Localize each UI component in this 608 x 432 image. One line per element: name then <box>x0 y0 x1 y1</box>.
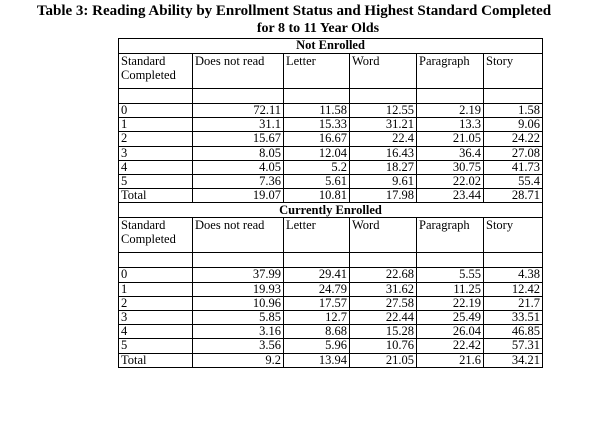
value-cell: 5.2 <box>284 160 350 174</box>
value-cell: 21.05 <box>417 132 484 146</box>
spacer-cell <box>484 253 543 268</box>
row-label: 4 <box>119 325 193 339</box>
value-cell: 13.3 <box>417 118 484 132</box>
value-cell: 17.57 <box>284 296 350 310</box>
value-cell: 5.96 <box>284 339 350 353</box>
table-row <box>119 353 543 367</box>
reading-ability-table <box>118 38 543 368</box>
value-cell: 41.73 <box>484 160 543 174</box>
value-cell: 5.85 <box>193 311 284 325</box>
value-cell: 5.61 <box>284 175 350 189</box>
value-cell: 12.04 <box>284 146 350 160</box>
value-cell: 26.04 <box>417 325 484 339</box>
value-cell: 12.55 <box>350 104 417 118</box>
value-cell: 15.28 <box>350 325 417 339</box>
column-header-does-not-read: Does not read <box>193 218 284 253</box>
value-cell: 16.67 <box>284 132 350 146</box>
value-cell: 22.68 <box>350 268 417 282</box>
row-label: 3 <box>119 311 193 325</box>
value-cell: 31.1 <box>193 118 284 132</box>
spacer-row <box>119 89 543 104</box>
value-cell: 11.25 <box>417 282 484 296</box>
spacer-cell <box>284 253 350 268</box>
value-cell: 23.44 <box>417 189 484 203</box>
row-label: 2 <box>119 132 193 146</box>
value-cell: 16.43 <box>350 146 417 160</box>
value-cell: 28.71 <box>484 189 543 203</box>
row-label: 1 <box>119 118 193 132</box>
value-cell: 24.79 <box>284 282 350 296</box>
value-cell: 46.85 <box>484 325 543 339</box>
section-title: Currently Enrolled <box>119 203 543 218</box>
value-cell: 9.2 <box>193 353 284 367</box>
value-cell: 12.7 <box>284 311 350 325</box>
table-row <box>119 118 543 132</box>
spacer-cell <box>119 253 193 268</box>
value-cell: 8.68 <box>284 325 350 339</box>
table-subtitle: for 8 to 11 Year Olds <box>256 21 380 36</box>
value-cell: 4.05 <box>193 160 284 174</box>
value-cell: 21.05 <box>350 353 417 367</box>
value-cell: 10.81 <box>284 189 350 203</box>
value-cell: 5.55 <box>417 268 484 282</box>
section-title: Not Enrolled <box>119 39 543 54</box>
value-cell: 33.51 <box>484 311 543 325</box>
value-cell: 15.33 <box>284 118 350 132</box>
value-cell: 4.38 <box>484 268 543 282</box>
value-cell: 27.08 <box>484 146 543 160</box>
spacer-cell <box>119 89 193 104</box>
spacer-cell <box>484 89 543 104</box>
column-header-story: Story <box>484 54 543 89</box>
row-label: Total <box>119 353 193 367</box>
table-title: Table 3: Reading Ability by Enrollment Status and Highest Standard Completed <box>36 3 552 19</box>
row-label: 0 <box>119 104 193 118</box>
row-label: 2 <box>119 296 193 310</box>
value-cell: 22.4 <box>350 132 417 146</box>
value-cell: 37.99 <box>193 268 284 282</box>
value-cell: 1.58 <box>484 104 543 118</box>
spacer-cell <box>350 89 417 104</box>
value-cell: 25.49 <box>417 311 484 325</box>
value-cell: 13.94 <box>284 353 350 367</box>
column-header-paragraph: Paragraph <box>417 218 484 253</box>
value-cell: 24.22 <box>484 132 543 146</box>
value-cell: 36.4 <box>417 146 484 160</box>
column-header-story: Story <box>484 218 543 253</box>
value-cell: 29.41 <box>284 268 350 282</box>
table-row <box>119 268 543 282</box>
table-row <box>119 325 543 339</box>
spacer-cell <box>193 253 284 268</box>
row-label: 4 <box>119 160 193 174</box>
value-cell: 18.27 <box>350 160 417 174</box>
table-row <box>119 175 543 189</box>
table-row <box>119 146 543 160</box>
column-header-row <box>119 218 543 253</box>
section-title-row <box>119 203 543 218</box>
column-header-does-not-read: Does not read <box>193 54 284 89</box>
column-header-paragraph: Paragraph <box>417 54 484 89</box>
column-header-word: Word <box>350 54 417 89</box>
value-cell: 10.96 <box>193 296 284 310</box>
section-title-row <box>119 39 543 54</box>
value-cell: 12.42 <box>484 282 543 296</box>
spacer-cell <box>417 253 484 268</box>
row-label: 5 <box>119 175 193 189</box>
value-cell: 21.6 <box>417 353 484 367</box>
value-cell: 55.4 <box>484 175 543 189</box>
table-row <box>119 282 543 296</box>
value-cell: 15.67 <box>193 132 284 146</box>
value-cell: 22.44 <box>350 311 417 325</box>
table-row <box>119 189 543 203</box>
value-cell: 3.56 <box>193 339 284 353</box>
value-cell: 22.19 <box>417 296 484 310</box>
table-row <box>119 132 543 146</box>
value-cell: 3.16 <box>193 325 284 339</box>
column-header-row <box>119 54 543 89</box>
value-cell: 10.76 <box>350 339 417 353</box>
value-cell: 9.06 <box>484 118 543 132</box>
value-cell: 19.07 <box>193 189 284 203</box>
value-cell: 7.36 <box>193 175 284 189</box>
value-cell: 72.11 <box>193 104 284 118</box>
value-cell: 19.93 <box>193 282 284 296</box>
spacer-row <box>119 253 543 268</box>
spacer-cell <box>284 89 350 104</box>
value-cell: 31.21 <box>350 118 417 132</box>
column-header-word: Word <box>350 218 417 253</box>
value-cell: 57.31 <box>484 339 543 353</box>
table-row <box>119 296 543 310</box>
value-cell: 34.21 <box>484 353 543 367</box>
value-cell: 22.02 <box>417 175 484 189</box>
row-label: 5 <box>119 339 193 353</box>
column-header-letter: Letter <box>284 54 350 89</box>
value-cell: 11.58 <box>284 104 350 118</box>
value-cell: 21.7 <box>484 296 543 310</box>
value-cell: 27.58 <box>350 296 417 310</box>
spacer-cell <box>193 89 284 104</box>
table-row <box>119 311 543 325</box>
row-label: 3 <box>119 146 193 160</box>
value-cell: 30.75 <box>417 160 484 174</box>
row-label: Total <box>119 189 193 203</box>
value-cell: 8.05 <box>193 146 284 160</box>
spacer-cell <box>350 253 417 268</box>
row-label: 0 <box>119 268 193 282</box>
value-cell: 9.61 <box>350 175 417 189</box>
value-cell: 22.42 <box>417 339 484 353</box>
table-row <box>119 104 543 118</box>
column-header-standard: Standard Completed <box>119 54 193 89</box>
value-cell: 17.98 <box>350 189 417 203</box>
table-row <box>119 160 543 174</box>
row-label: 1 <box>119 282 193 296</box>
spacer-cell <box>417 89 484 104</box>
value-cell: 31.62 <box>350 282 417 296</box>
column-header-standard: Standard Completed <box>119 218 193 253</box>
value-cell: 2.19 <box>417 104 484 118</box>
column-header-letter: Letter <box>284 218 350 253</box>
table-row <box>119 339 543 353</box>
